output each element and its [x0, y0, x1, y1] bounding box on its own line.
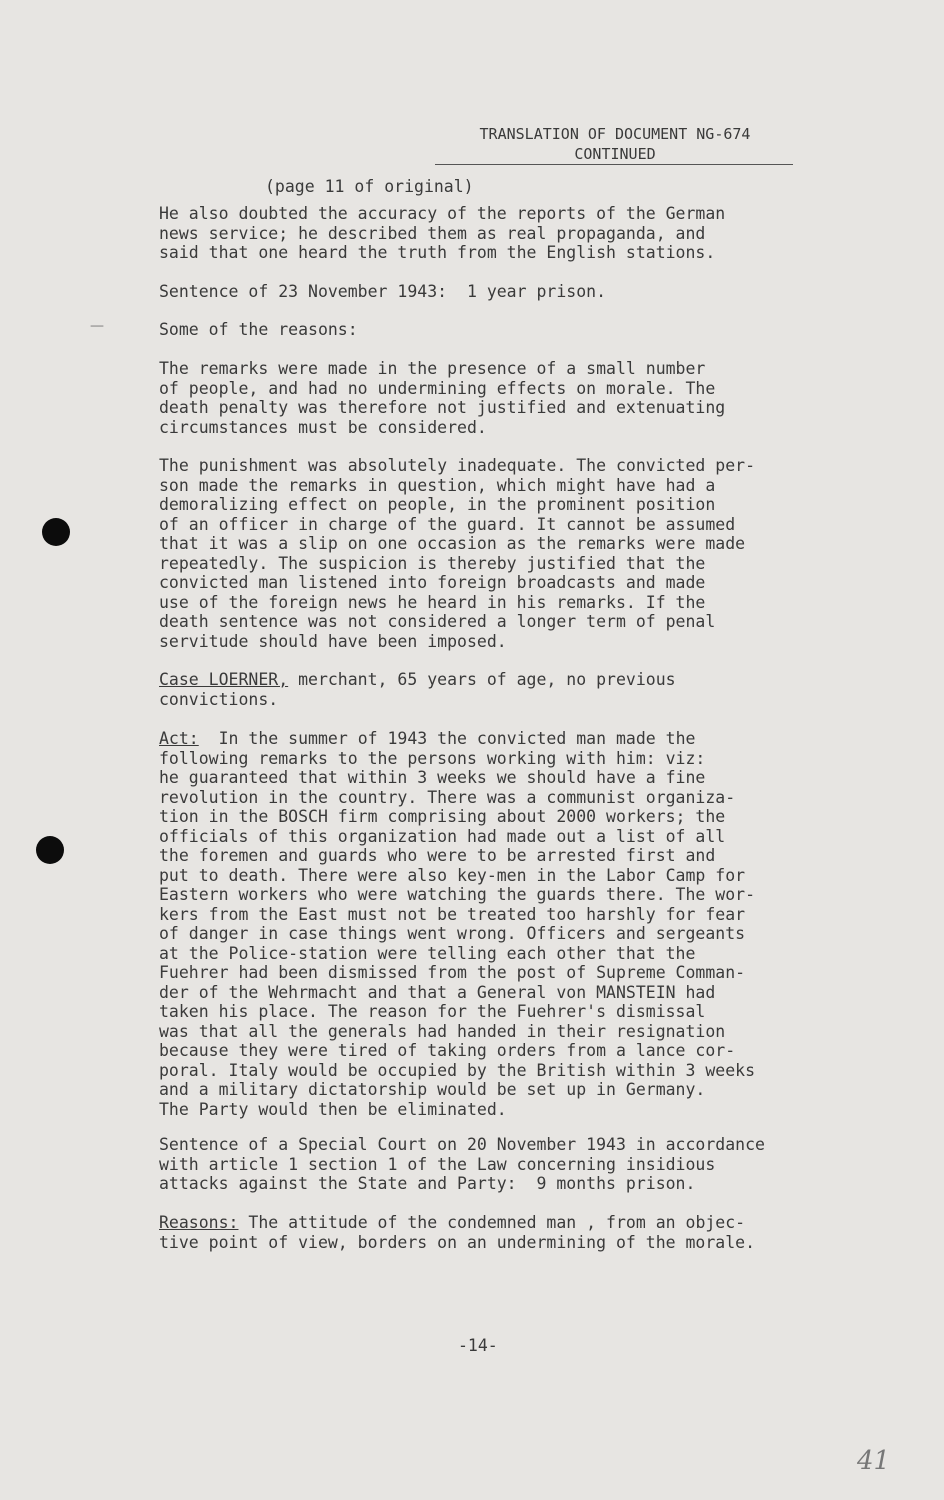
act-label: Act: [159, 729, 199, 748]
reasons-text: The attitude of the condemned man , from an objec- tive point of view, borders on an undermining of the morale. [159, 1213, 756, 1252]
case-label: Case LOERNER, [159, 670, 289, 689]
header-rule [435, 164, 793, 165]
case-text: merchant, 65 years of age, no previous convictions. [159, 670, 676, 709]
margin-dash: — [90, 318, 104, 334]
punch-hole [36, 836, 64, 864]
doc-header-subtitle: CONTINUED [574, 145, 656, 163]
paragraph-reasons-heading: Some of the reasons: [159, 320, 358, 339]
doc-header-title: TRANSLATION OF DOCUMENT NG-674 [479, 125, 751, 143]
paragraph-sentence-2: Sentence of a Special Court on 20 November 1943 in accordance with article 1 section 1 of the Law concerning insidious attacks against the State and Party: 9 months prison. [159, 1135, 765, 1193]
reasons-label: Reasons: [159, 1213, 239, 1232]
paragraph-reasons [159, 1213, 859, 1252]
punch-hole [42, 518, 70, 546]
paragraph-remarks: The remarks were made in the presence of a small number of people, and had no undermining effects on morale. The death penalty was therefore not justified and extenuating circumstances must be considered. [159, 359, 726, 437]
paragraph-news-service: He also doubted the accuracy of the reports of the German news service; he described them as real propaganda, and said that one heard the truth from the English stations. [159, 204, 726, 262]
paragraph-act [159, 729, 859, 1119]
page-number: -14- [458, 1336, 498, 1355]
paragraph-case-loerner [159, 670, 859, 709]
paragraph-sentence-1: Sentence of 23 November 1943: 1 year prison. [159, 282, 607, 301]
handwritten-page-number: 41 [857, 1446, 891, 1476]
paragraph-punishment: The punishment was absolutely inadequate. The convicted per- son made the remarks in question, which might have had a demoralizing effect on people, in the prominent position of an officer in charge of the guard. It cannot be assumed that it was a slip on one occasion as the remarks were made repeatedly. The suspicion is thereby justified that the convicted man listened into foreign broadcasts and made use of the foreign news he heard in his remarks. If the death sentence was not considered a longer term of penal servitude should have been imposed. [159, 456, 756, 651]
page-reference: (page 11 of original) [265, 177, 474, 196]
act-text: In the summer of 1943 the convicted man made the following remarks to the persons working with him: viz: he guaranteed that within 3 weeks we should have a fine revolution in the country. There was a communist organiza- tion in the BOSCH firm comprising about 2000 workers; the officials of this organization had made out a list of all the foremen and guards who were to be arrested first and put to death. There were also key-men in the Labor Camp for Eastern workers who were watching the guards there. The wor- kers from the East must not be treated too harshly for fear of danger in case things went wrong. Officers and sergeants at the Police-station were telling each other that the Fuehrer had been dismissed from the post of Supreme Comman- der of the Wehrmacht and that a General von MANSTEIN had taken his place. The reason for the Fuehrer's dismissal was that all the generals had handed in their resignation because they were tired of taking orders from a lance cor- poral. Italy would be occupied by the British within 3 weeks and a military dictatorship would be set up in Germany. The Party would then be eliminated. [159, 729, 756, 1119]
